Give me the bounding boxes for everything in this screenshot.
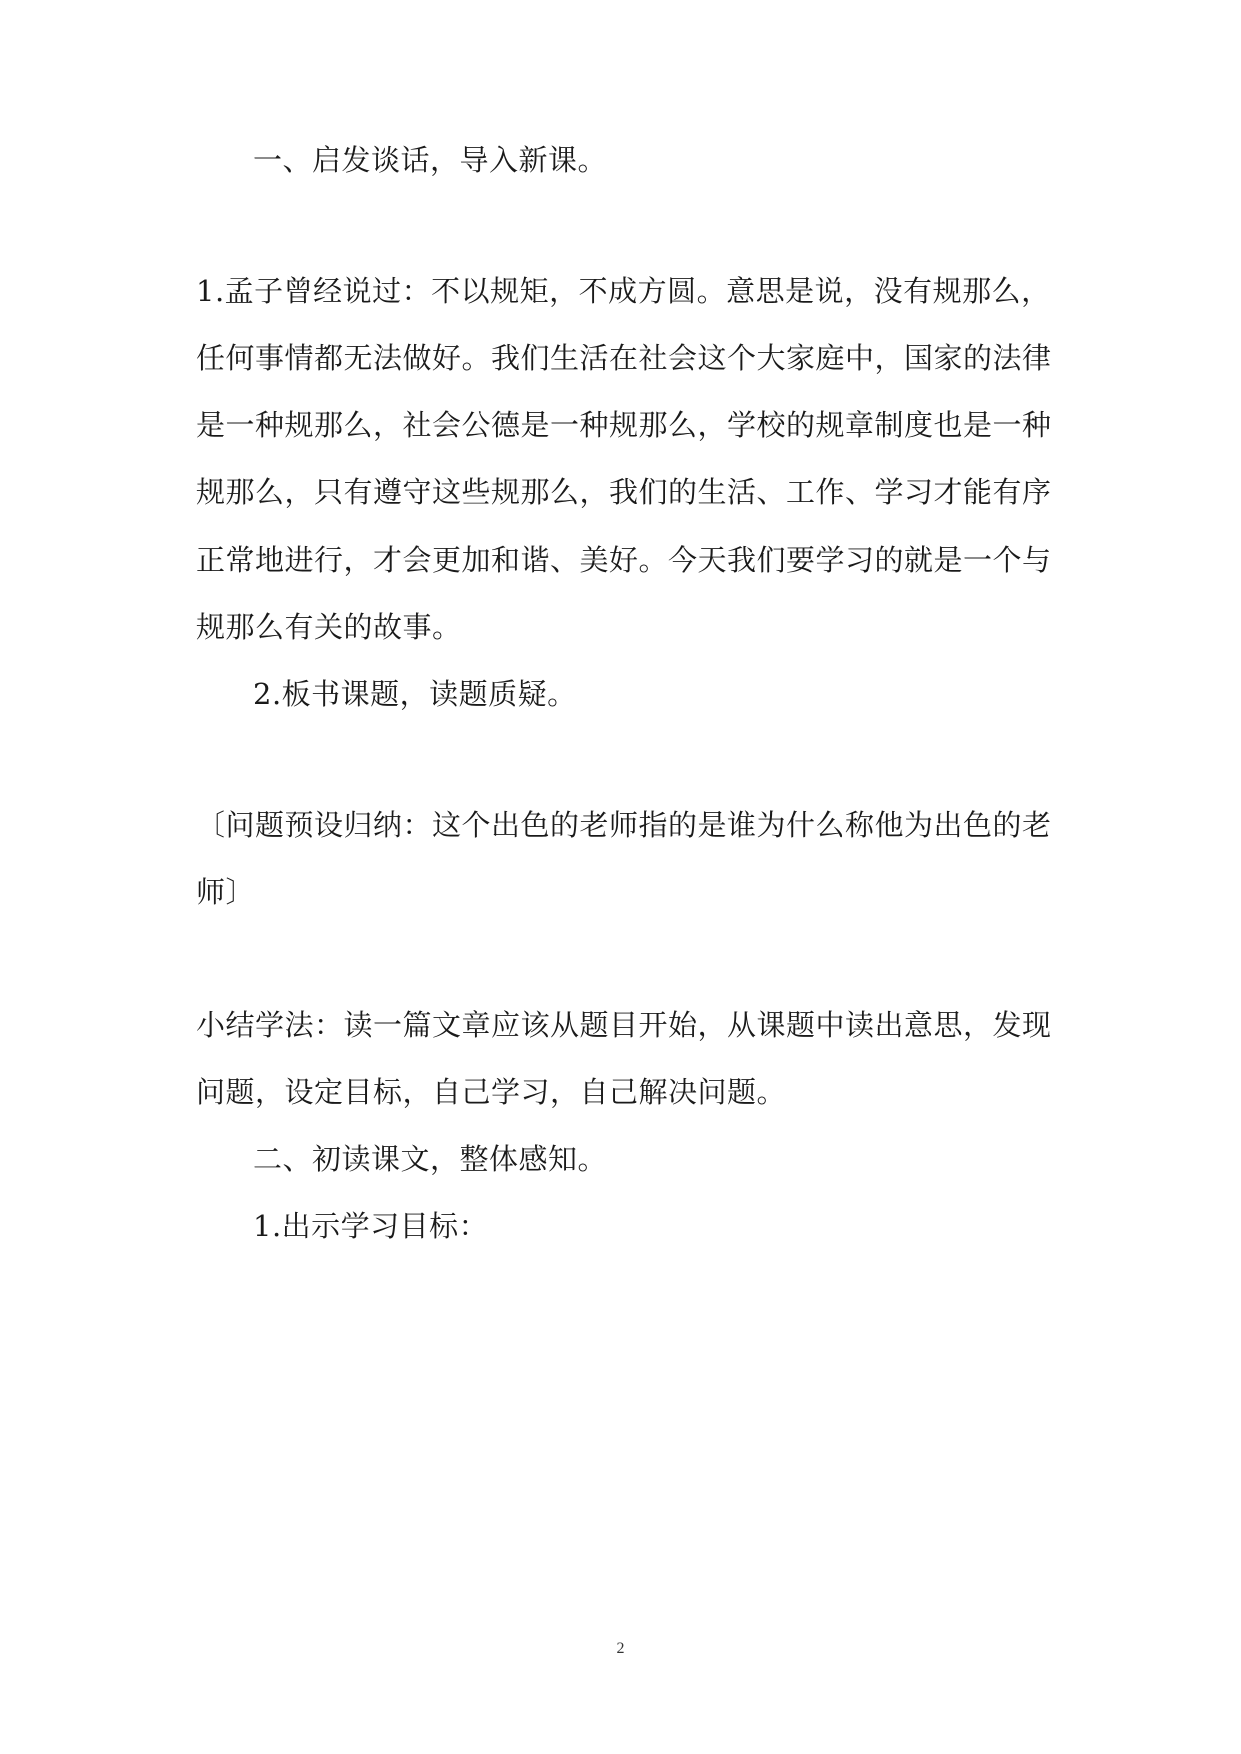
summary-line-2: 问题，设定目标，自己学习，自己解决问题。 <box>196 1075 787 1109</box>
paragraph-1-line-3: 是一种规那么，社会公德是一种规那么，学校的规章制度也是一种 <box>196 408 1052 442</box>
paragraph-1-line-4: 规那么，只有遵守这些规那么，我们的生活、工作、学习才能有序 <box>196 475 1052 509</box>
list-item-2: 2.板书课题，读题质疑。 <box>253 677 577 711</box>
page-number: 2 <box>616 1640 625 1657</box>
note-line-2: 师〕 <box>196 875 256 909</box>
paragraph-1-line-5: 正常地进行，才会更加和谐、美好。今天我们要学习的就是一个与 <box>196 543 1052 577</box>
section-heading-2: 二、初读课文，整体感知。 <box>253 1142 608 1176</box>
paragraph-1-line-2: 任何事情都无法做好。我们生活在社会这个大家庭中，国家的法律 <box>196 341 1052 375</box>
section-heading-1: 一、启发谈话，导入新课。 <box>253 143 608 177</box>
note-line-1: 〔问题预设归纳：这个出色的老师指的是谁为什么称他为出色的老 <box>196 808 1052 842</box>
summary-line-1: 小结学法：读一篇文章应该从题目开始，从课题中读出意思，发现 <box>196 1008 1052 1042</box>
paragraph-1-line-1: 1.孟子曾经说过：不以规矩，不成方圆。意思是说，没有规那么， <box>196 274 1051 308</box>
paragraph-1-line-6: 规那么有关的故事。 <box>196 610 462 644</box>
list-item-3: 1.出示学习目标： <box>253 1209 489 1243</box>
